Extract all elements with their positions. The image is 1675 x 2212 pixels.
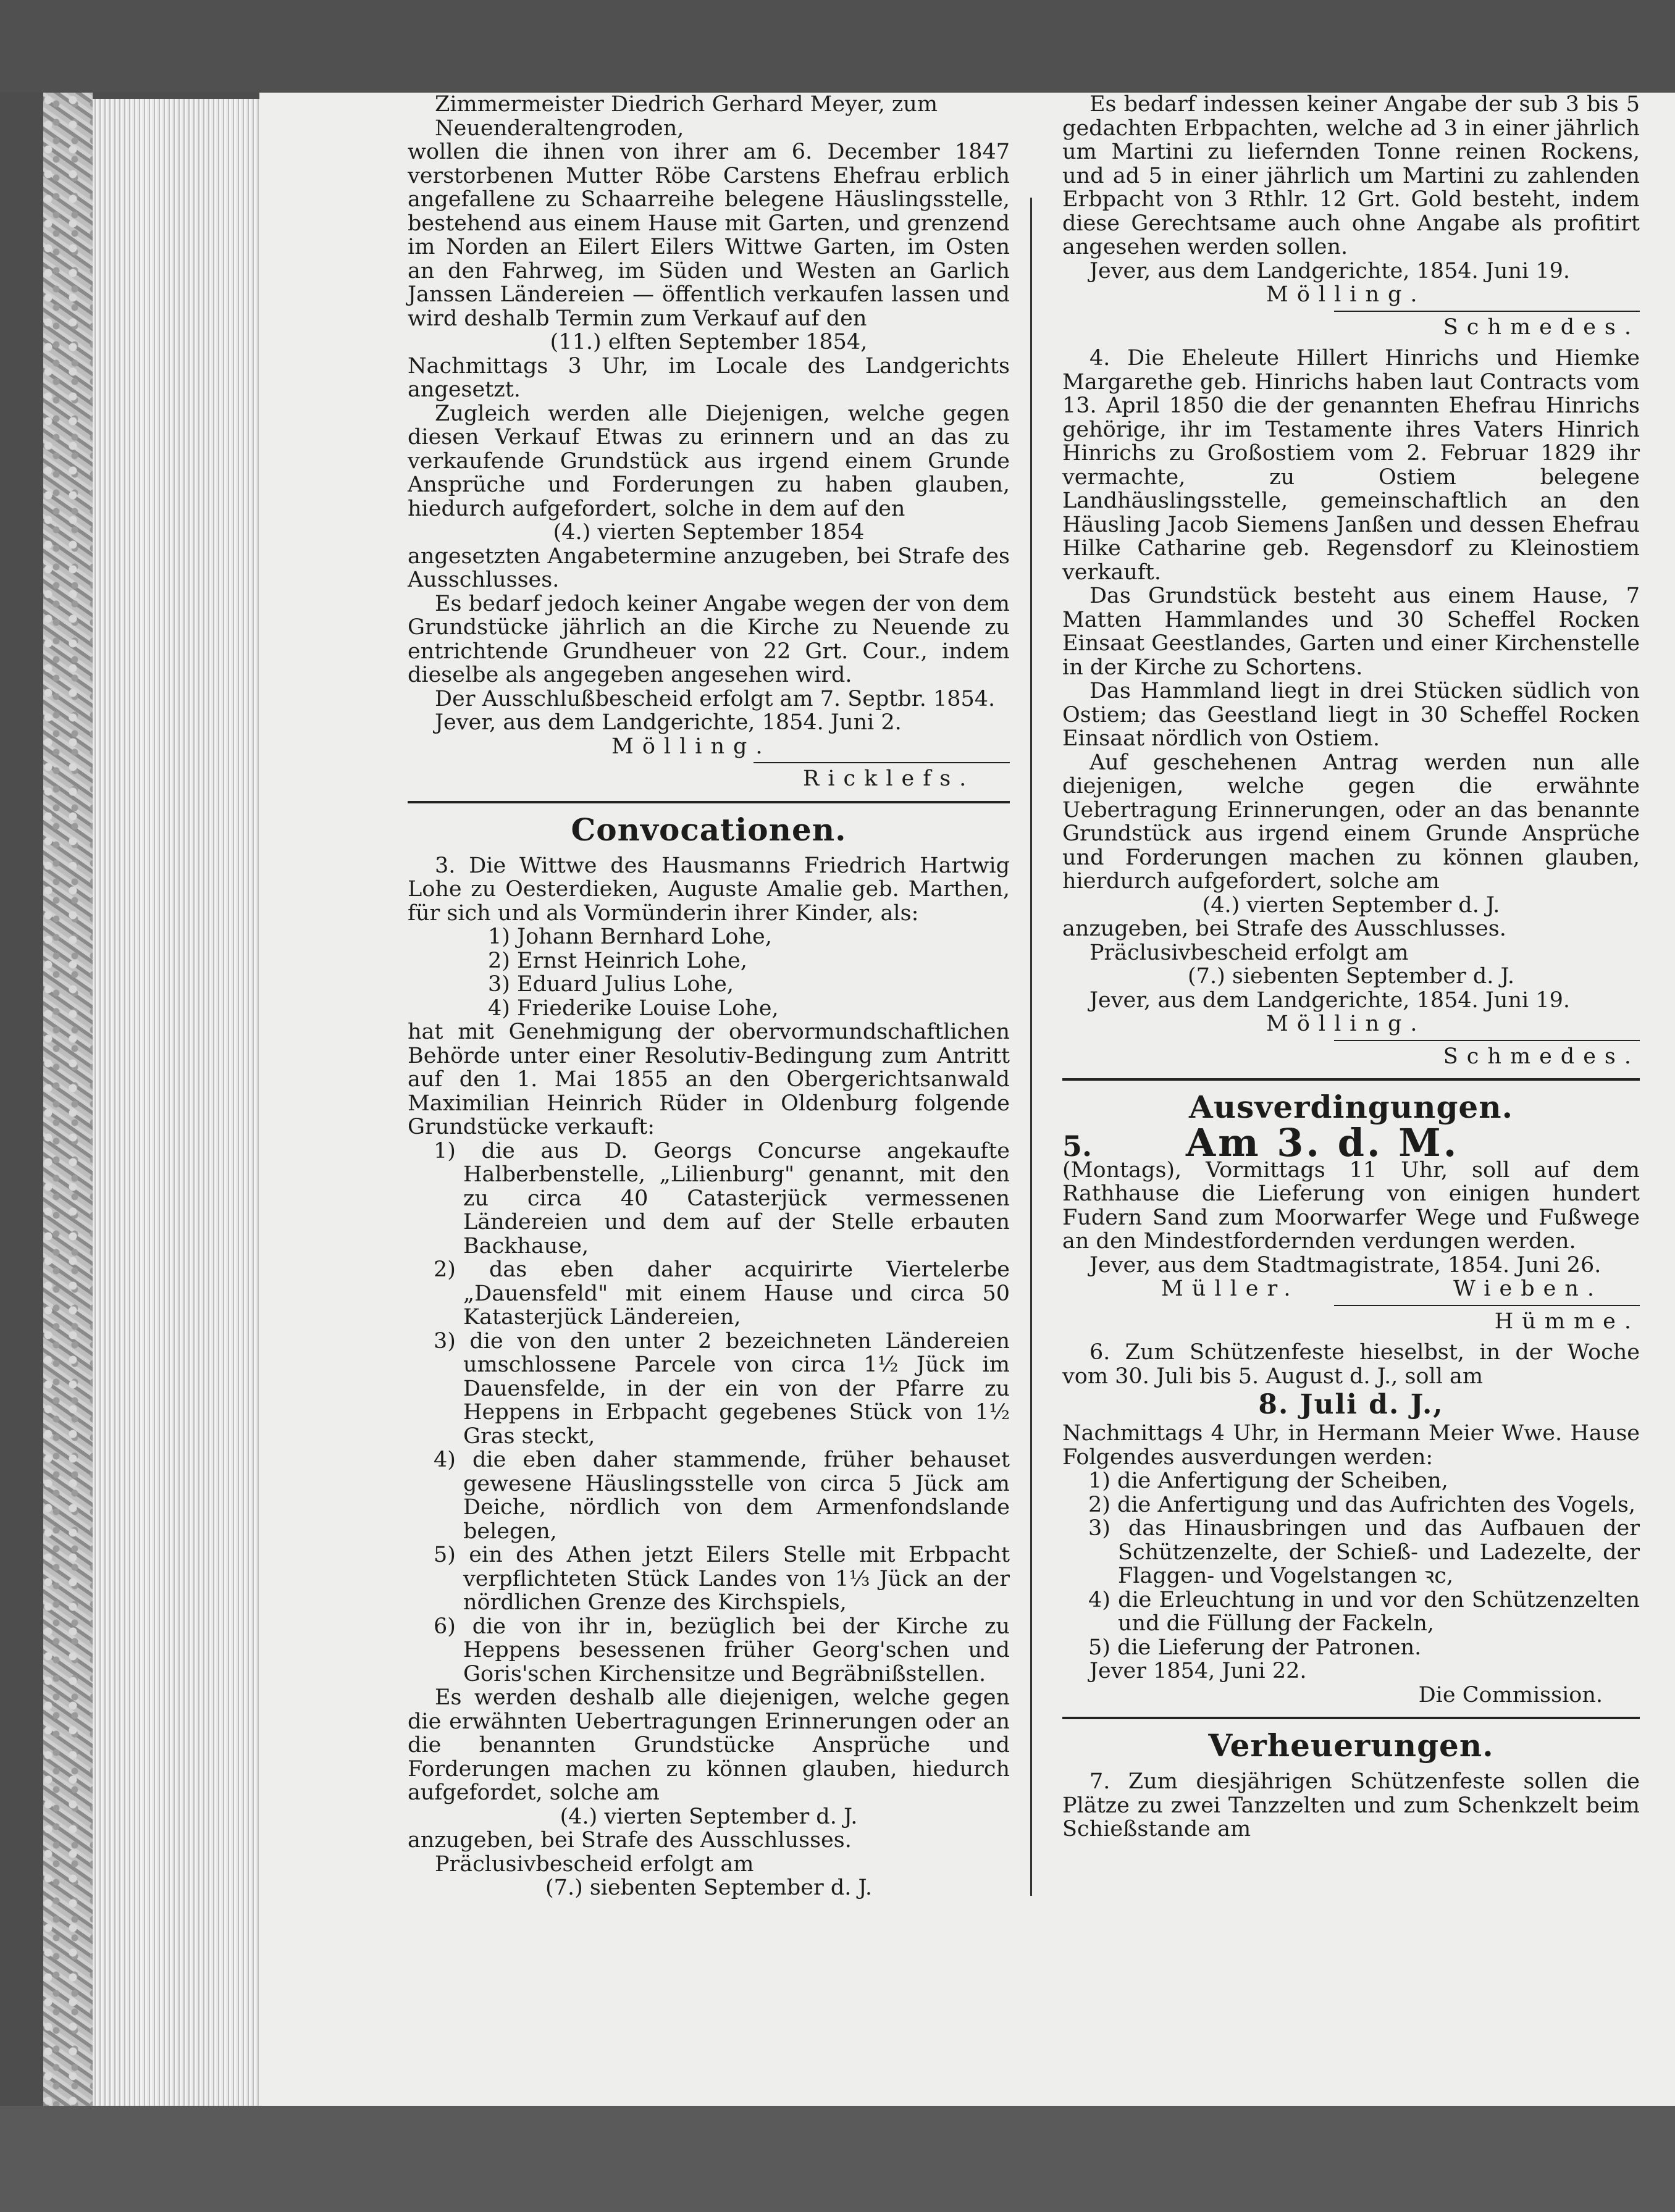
date-line: (4.) vierten September d. J. (1202, 892, 1500, 918)
left-column (408, 93, 1010, 1900)
signature-row (1062, 1277, 1640, 1301)
paragraph: 6. Zum Schützenfeste hieselbst, in der Woche vom 30. Juli bis 5. August d. J., soll am (1062, 1340, 1640, 1389)
list-item: 3) das Hinausbringen und das Aufbauen der Schützenzelte, der Schieß- und Ladezelte, der Flaggen- und Vogelstangen ꝛc, (1088, 1516, 1640, 1588)
list-item: 6) die von ihr in, bezüglich bei der Kirche zu Heppens besessenen früher Georg'schen und Goris'schen Kirchensitze und Begräbnißstellen. (434, 1614, 1010, 1686)
signature: Müller. (1161, 1276, 1299, 1301)
paragraph: Auf geschehenen Antrag werden nun alle diejenigen, welche gegen die erwähnte Uebertragung Erinnerungen, oder an das benannte Grundstück aus irgend einem Grunde Ansprüche und Forderungen machen zu können glauben, hierdurch aufgefordert, solche am (1062, 750, 1640, 894)
paragraph: Das Hammland liegt in drei Stücken südlich von Ostiem; das Geestland liegt in 30 Scheffel Rocken Einsaat nördlich von Ostiem. (1062, 679, 1640, 751)
list-item: 3) Eduard Julius Lohe, (488, 972, 734, 997)
section-rule (1062, 1717, 1640, 1719)
signature: Schmedes. (1443, 314, 1640, 340)
list-item: 4) die Erleuchtung in und vor den Schützenzelten und die Füllung der Fackeln, (1088, 1587, 1640, 1636)
signature: Mölling. (1266, 1012, 1426, 1036)
paragraph: 4. Die Eheleute Hillert Hinrichs und Hiemke Margarethe geb. Hinrichs haben laut Contracts vom 13. April 1850 die der genannten Ehefrau Hinrichs gehörige, ihr im Testamente ihres Vaters Hinrich Hinrichs zu Großostiem vom 2. Februar 1829 ihr vermachte, zu Ostiem belegene Landhäuslingsstelle, gemeinschaftlich an den Häusling Jacob Siemens Janßen und dessen Ehefrau Hilke Catharine geb. Regensdorf zu Kleinostiem verkauft. (1062, 346, 1640, 585)
signature: Schmedes. (1443, 1044, 1640, 1069)
book-cover-marbled-edge (43, 93, 93, 2112)
list-item: 1) Johann Bernhard Lohe, (488, 924, 772, 949)
paragraph: Jever, aus dem Landgerichte, 1854. Juni 19. (1089, 987, 1570, 1013)
paragraph: Jever, aus dem Landgerichte, 1854. Juni 19. (1089, 258, 1570, 283)
paragraph: Es bedarf indessen keiner Angabe der sub 3 bis 5 gedachten Erbpachten, welche ad 3 in einer jährlich um Martini zu liefernden Tonne reinen Rockens, und ad 5 in einer jährlich um Martini zu zahlenden Erbpacht von 3 Rthlr. 12 Grt. Gold besteht, indem diese Gerechtsame auch ohne Angabe als profitirt angesehen werden sollen. (1062, 92, 1640, 259)
list-item: 2) das eben daher acquirirte Viertelerbe „Dauensfeld" mit einem Hause und circa 50 Katasterjück Ländereien, (434, 1257, 1010, 1330)
list-item: 3) die von den unter 2 bezeichneten Ländereien umschlossene Parcele von circa 1½ Jück im Dauensfelde, in der ein von der Pfarre zu Heppens in Erbpacht gegebenes Stück von 1½ Gras steckt, (434, 1328, 1010, 1449)
paragraph: Präclusivbescheid erfolgt am (435, 1851, 754, 1877)
paragraph: Jever, aus dem Landgerichte, 1854. Juni 2. (435, 710, 902, 735)
list-item: 2) Ernst Heinrich Lohe, (488, 948, 747, 973)
paragraph: Präclusivbescheid erfolgt am (1089, 940, 1409, 965)
right-column (1062, 93, 1640, 1841)
book-page-edges (93, 99, 259, 2106)
date-line: (7.) siebenten September d. J. (545, 1875, 872, 1900)
announcement-number: 5. (1062, 1129, 1093, 1163)
date-line: (11.) elften September 1854, (550, 330, 868, 354)
signature: Wieben. (1453, 1276, 1603, 1301)
paragraph: anzugeben, bei Strafe des Ausschlusses. (408, 1828, 852, 1853)
heading-ausverdingungen: Ausverdingungen. (1188, 1089, 1513, 1125)
date-line: (4.) vierten September 1854 (553, 520, 865, 545)
heading-convocationen: Convocationen. (571, 811, 847, 848)
paragraph: hat mit Genehmigung der obervormundschaftlichen Behörde unter einer Resolutiv-Bedingung zum Antritt auf den 1. Mai 1855 an den Obergerichtsanwald Maximilian Heinrich Rüder in Oldenburg folgende Grundstücke verkauft: (408, 1020, 1010, 1139)
date-line: (4.) vierten September d. J. (560, 1804, 858, 1829)
list-item: 5) ein des Athen jetzt Eilers Stelle mit Erbpacht verpflichteten Stück Landes von 1⅓ Jück an der nördlichen Grenze des Kirchspiels, (434, 1543, 1010, 1615)
signature: Mölling. (611, 734, 771, 759)
paragraph: Jever 1854, Juni 22. (1089, 1659, 1307, 1683)
paragraph: angesetzten Angabetermine anzugeben, bei Strafe des Ausschlusses. (408, 543, 1010, 592)
signature: Ricklefs. (803, 766, 975, 791)
signature-rule (1334, 1040, 1640, 1041)
list-item: 4) Friederike Louise Lohe, (488, 995, 779, 1021)
column-divider (1030, 198, 1032, 1896)
announcement-date-heading (1062, 1120, 1640, 1165)
paragraph: anzugeben, bei Strafe des Ausschlusses. (1062, 916, 1506, 941)
paragraph: 7. Zum diesjährigen Schützenfeste sollen die Plätze zu zwei Tanzzelten und zum Schenkzelt beim Schießstande am (1062, 1769, 1640, 1841)
signature: Mölling. (1266, 282, 1426, 307)
date-line: (7.) siebenten September d. J. (1188, 964, 1514, 989)
paragraph: Nachmittags 3 Uhr, im Locale des Landgerichts angesetzt. (408, 353, 1010, 402)
announcement-date: Am 3. d. M. (1186, 1120, 1459, 1165)
section-rule (408, 801, 1010, 803)
paragraph: (Montags), Vormittags 11 Uhr, soll auf dem Rathhause die Lieferung von einigen hundert Fudern Sand zum Moorwarfer Wege und Fußwege an den Mindestfordernden verdungen werden. (1062, 1157, 1640, 1254)
paragraph: wollen die ihnen von ihrer am 6. December 1847 verstorbenen Mutter Röbe Carstens Ehefrau erblich angefallene zu Schaarreihe belegene Häuslingsstelle, bestehend aus einem Hause mit Garten, und grenzend im Norden an Eilert Eilers Wittwe Garten, im Osten an den Fahrweg, im Süden und Westen an Garlich Janssen Ländereien — öffentlich verkaufen lassen und wird deshalb Termin zum Verkauf auf den (408, 140, 1010, 331)
signature-rule (754, 762, 1010, 763)
paragraph: 3. Die Wittwe des Hausmanns Friedrich Hartwig Lohe zu Oesterdieken, Auguste Amalie geb. Marthen, für sich und als Vormünderin ihrer Kinder, als: (408, 853, 1010, 926)
list-item: 5) die Lieferung der Patronen. (1088, 1635, 1422, 1660)
paragraph: Der Ausschlußbescheid erfolgt am 7. Septbr. 1854. (435, 686, 996, 711)
signature-rule (1334, 311, 1640, 312)
signature-rule (1334, 1305, 1640, 1306)
paragraph: Es bedarf jedoch keiner Angabe wegen der von dem Grundstücke jährlich an die Kirche zu Neuende zu entrichtende Grundheuer von 22 Grt. Cour., indem dieselbe als angegeben angesehen wird. (408, 591, 1010, 687)
scan-background-top (0, 0, 1675, 93)
paragraph: Nachmittags 4 Uhr, in Hermann Meier Wwe. Hause Folgendes ausverdungen werden: (1062, 1421, 1640, 1470)
scan-background-bottom (0, 2106, 1675, 2212)
paragraph: Es werden deshalb alle diejenigen, welche gegen die erwähnten Uebertragungen Erinnerungen oder an die benannten Grundstücke Ansprüche und Forderungen machen zu können glauben, hiedurch aufgefordet, solche am (408, 1685, 1010, 1805)
heading-verheuerungen: Verheuerungen. (1208, 1727, 1494, 1764)
paragraph: Das Grundstück besteht aus einem Hause, 7 Matten Hammlandes und 30 Scheffel Rocken Einsaat Geestlandes, Garten und einer Kirchenstelle in der Kirche zu Schortens. (1062, 584, 1640, 680)
date-heading: 8. Juli d. J., (1258, 1389, 1444, 1420)
paragraph: Zimmermeister Diedrich Gerhard Meyer, zum (435, 92, 938, 117)
list-item: 1) die Anfertigung der Scheiben, (1088, 1468, 1448, 1493)
list-item: 4) die eben daher stammende, früher behauset gewesene Häuslingsstelle von circa 5 Jück am Deiche, nördlich von dem Armenfondslande belegen, (434, 1447, 1010, 1544)
signature: Die Commission. (1418, 1682, 1603, 1707)
paragraph: Neuenderaltengroden, (435, 115, 684, 141)
list-item: 2) die Anfertigung und das Aufrichten des Vogels, (1088, 1492, 1635, 1517)
signature: Hümme. (1494, 1309, 1640, 1334)
list-item: 1) die aus D. Georgs Concurse angekaufte Halberbenstelle, „Lilienburg" genannt, mit den zu circa 40 Catasterjück vermessenen Ländereien und dem auf der Stelle erbauten Backhause, (434, 1138, 1010, 1259)
paragraph: Jever, aus dem Stadtmagistrate, 1854. Juni 26. (1089, 1252, 1602, 1278)
paragraph: Zugleich werden alle Diejenigen, welche gegen diesen Verkauf Etwas zu erinnern und an das zu verkaufende Grundstück aus irgend einem Grunde Ansprüche und Forderungen zu haben glauben, hiedurch aufgefordert, solche in dem auf den (408, 401, 1010, 521)
section-rule (1062, 1078, 1640, 1081)
